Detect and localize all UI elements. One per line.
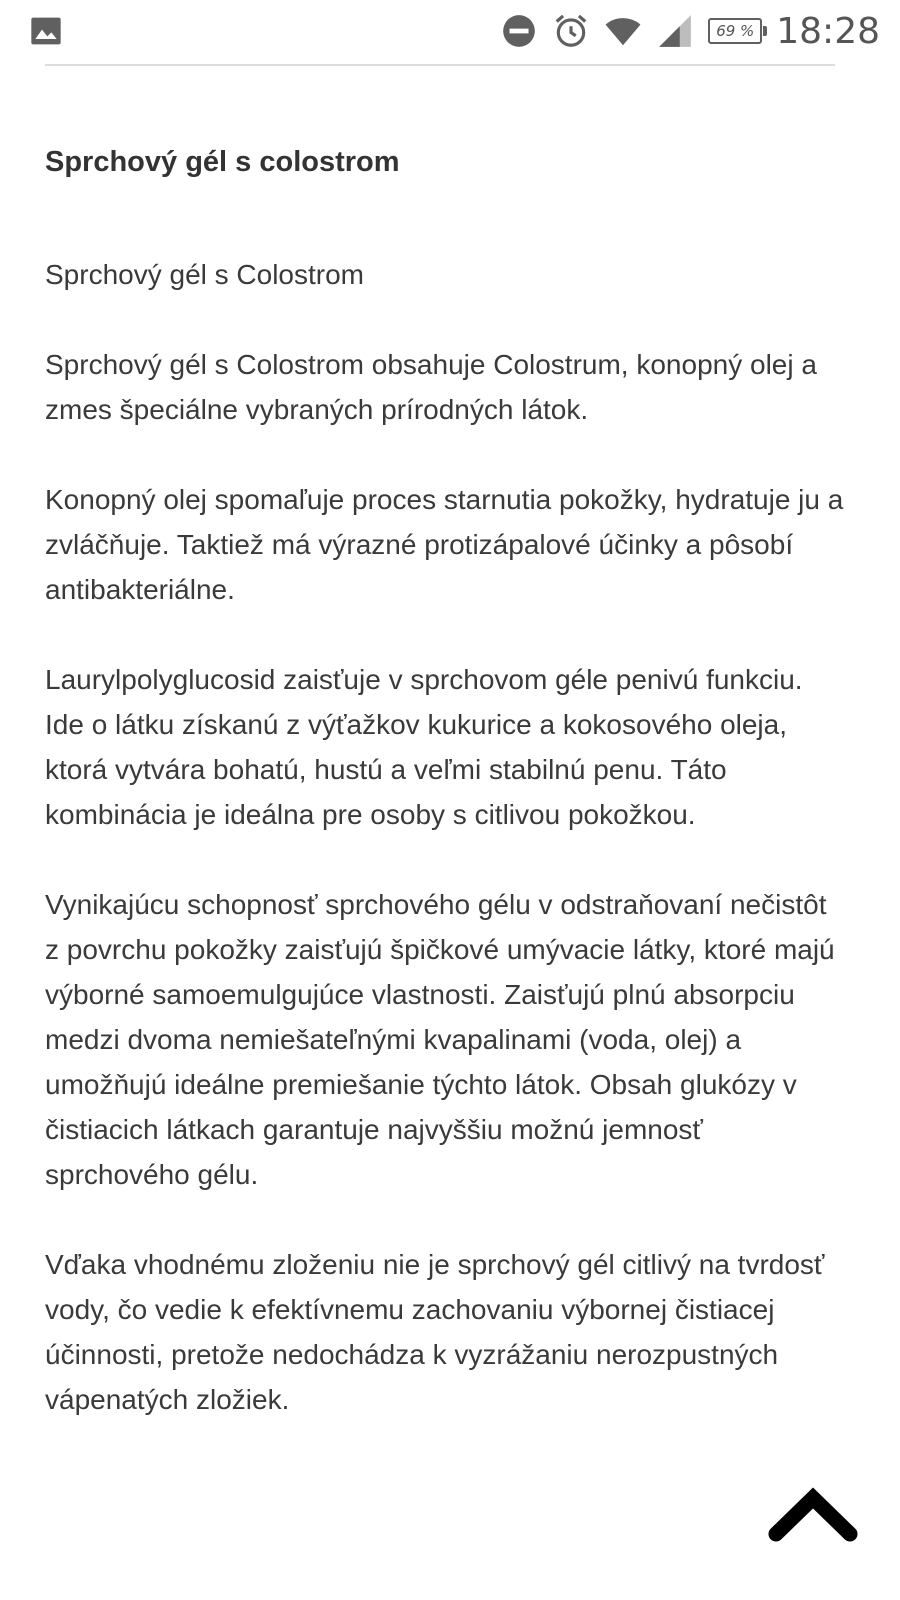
status-time: 18:28	[776, 10, 880, 52]
do-not-disturb-icon	[500, 12, 538, 50]
article-paragraph: Vďaka vhodnému zloženiu nie je sprchový gél citlivý na tvrdosť vody, čo vedie k efektívnemu zachovaniu výbornej čistiacej účinnosti, pretože nedochádza k vyzrážaniu nerozpustných vápenatých zložiek.	[45, 1249, 825, 1415]
battery-indicator: 69 %	[708, 18, 762, 44]
article-paragraph: Laurylpolyglucosid zaisťuje v sprchovom géle penivú funkciu. Ide o látku získanú z výťažkov kukurice a kokosového oleja, ktorá vytvára bohatú, hustú a veľmi stabilnú penu. Táto kombinácia je ideálna pre osoby s citlivou pokožkou.	[45, 664, 803, 830]
article-paragraph: Konopný olej spomaľuje proces starnutia pokožky, hydratuje ju a zvláčňuje. Taktiež má výrazné protizápalové účinky a pôsobí antibakteriálne.	[45, 484, 844, 605]
status-icons	[486, 8, 880, 54]
article-paragraph: Vynikajúcu schopnosť sprchového gélu v odstraňovaní nečistôt z povrchu pokožky zaisťujú špičkové umývacie látky, ktoré majú výborné samoemulgujúce vlastnosti. Zaisťujú plnú absorpciu medzi dvoma nemiešateľnými kvapalinami (voda, olej) a umožňujú ideálne premiešanie týchto látok. Obsah glukózy v čistiacich látkach garantuje najvyššiu možnú jemnosť sprchového gélu.	[45, 889, 835, 1190]
cell-signal-icon	[656, 12, 694, 50]
chevron-up-icon	[776, 1498, 850, 1534]
article-paragraph: Sprchový gél s Colostrom obsahuje Colostrum, konopný olej a zmes špeciálne vybraných prírodných látok.	[45, 349, 817, 425]
alarm-clock-icon	[552, 12, 590, 50]
article-title: Sprchový gél s colostrom	[45, 146, 400, 178]
status-bar	[0, 0, 900, 62]
image-icon	[30, 15, 62, 47]
article-content	[45, 142, 845, 1467]
wifi-icon	[604, 12, 642, 50]
scroll-to-top-button[interactable]	[768, 1486, 858, 1546]
article-paragraph: Sprchový gél s Colostrom	[45, 259, 365, 290]
top-divider	[45, 64, 835, 66]
